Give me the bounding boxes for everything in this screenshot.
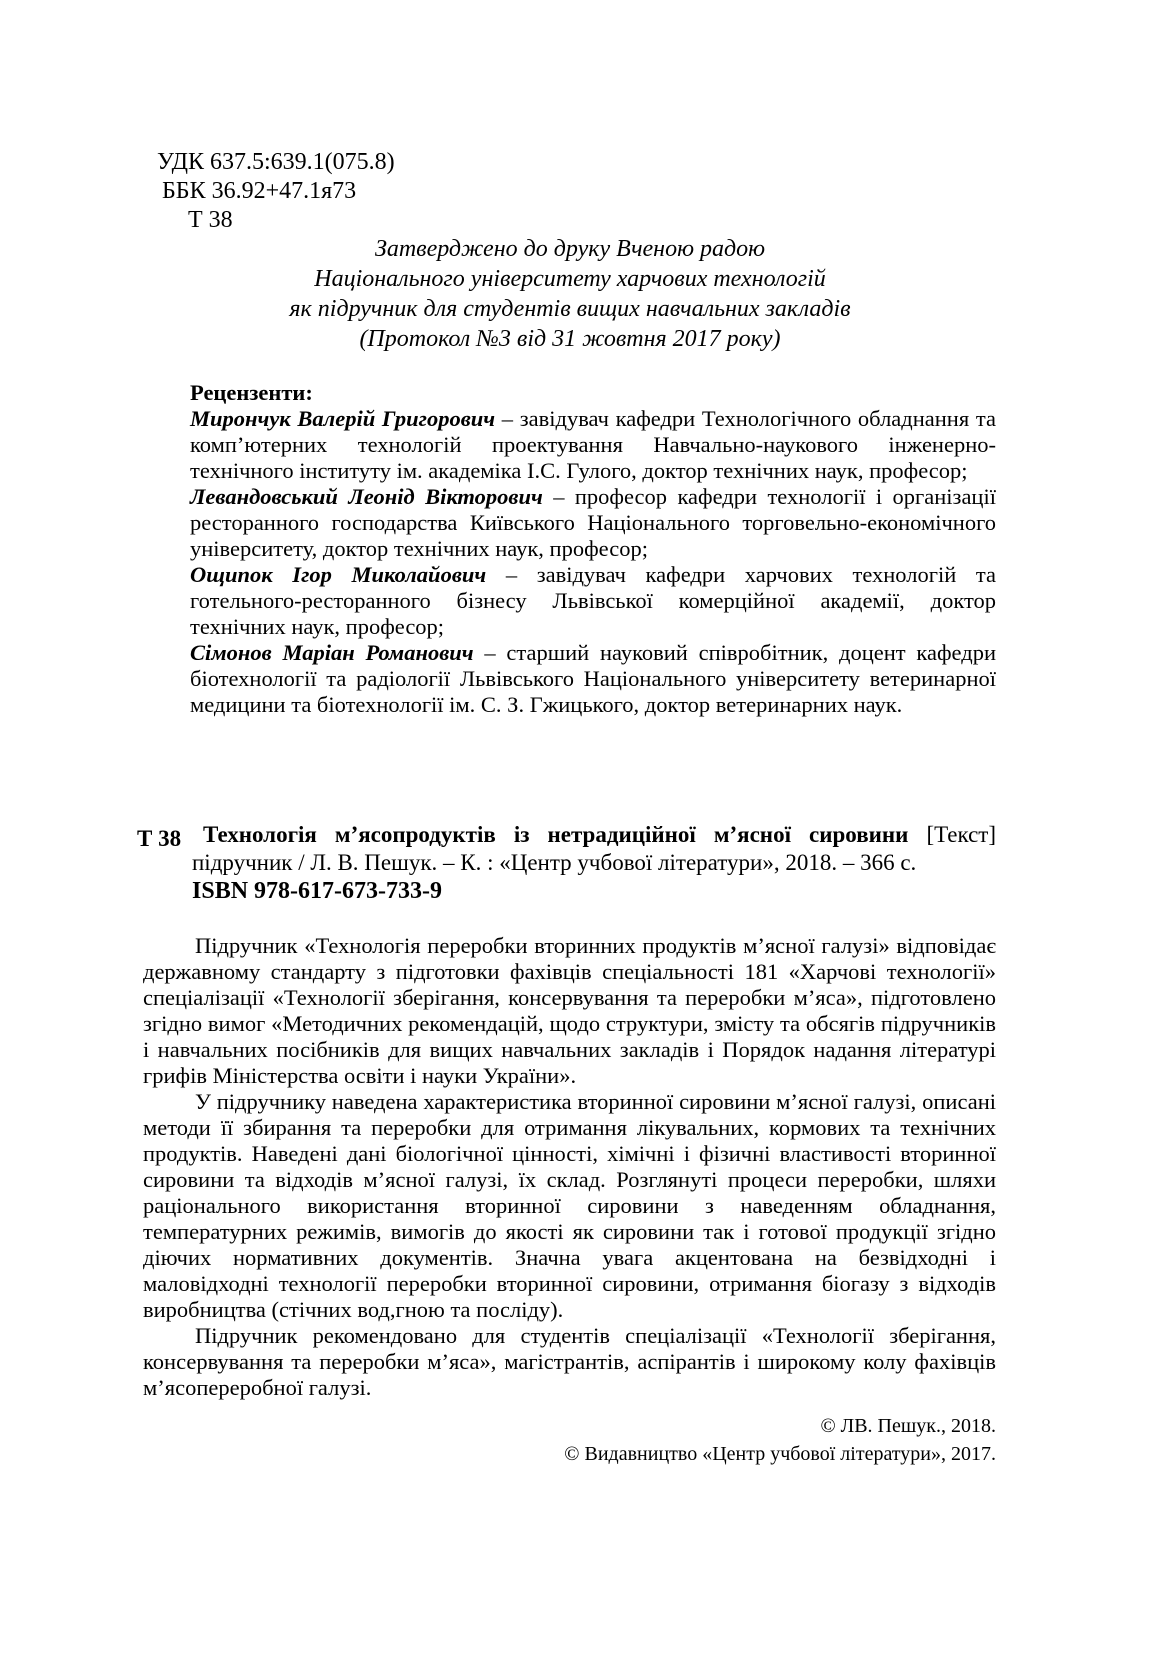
annotation-paragraph: У підручнику наведена характеристика вторинної сировини м’ясної галузі, описані методи її збирання та переробки для отримання лікувальних, кормових та технічних продуктів. Наведені дані біологічної цінності, хімічні і фізичні властивості вторинної сировини та відходів м’ясної галузі, їх склад. Розглянуті процеси переробки, шляхи раціонального використання вторинної сировини з наведенням обладнання, температурних режимів, вимогів до якості як сировини так і готової продукції згідно діючих нормативних документів. Значна увага акцентована на безвідходні і маловідходні технології переробки вторинної сировини, отримання біогазу з відходів виробництва (стічних вод,гною та посліду). [143, 1089, 996, 1322]
approval-line: (Протокол №3 від 31 жовтня 2017 року) [359, 326, 781, 352]
book-title: Технологія м’ясопродуктів із нетрадиційної м’ясної сировини [203, 822, 909, 847]
author-sign-code: Т 38 [188, 207, 233, 233]
annotation-section [143, 933, 996, 1401]
reviewer-name: Сімонов Маріан Романович [190, 640, 474, 665]
reviewer-name: Левандовський Леонід Вікторович [190, 484, 543, 509]
reviewer-entry [190, 640, 996, 718]
catalog-entry [192, 821, 996, 877]
reviewers-heading: Рецензенти: [190, 380, 313, 405]
reviewer-description: – завідувач кафедри харчових технологій та готельного-ресторанного бізнесу Львівської комерційної академії, доктор технічних наук, професор; [190, 562, 996, 639]
reviewer-entry [190, 406, 996, 484]
classification-codes [157, 148, 395, 235]
udk-code: УДК 637.5:639.1(075.8) [157, 149, 395, 175]
reviewer-name: Мирончук Валерій Григорович [190, 406, 496, 431]
bbk-code: ББК 36.92+47.1я73 [162, 178, 357, 204]
approval-statement [100, 234, 1040, 354]
reviewer-description: – завідувач кафедри Технологічного обладнання та комп’ютерних технологій проектування Навчально-наукового інженерно-технічного інституту ім. академіка І.С. Гулого, доктор технічних наук, професор; [190, 406, 996, 483]
annotation-paragraph: Підручник рекомендовано для студентів спеціалізації «Технології зберігання, консервування та переробки м’яса», магістрантів, аспірантів і широкому колу фахівців м’ясопереробної галузі. [143, 1323, 996, 1400]
reviewer-entry [190, 562, 996, 640]
reviewer-description: – професор кафедри технології і організації ресторанного господарства Київського Національного торговельно-економічного університету, доктор технічних наук, професор; [190, 484, 996, 561]
reviewers-section [190, 380, 996, 718]
copyright-section [0, 1412, 996, 1468]
catalog-entry-details: [Текст] підручник / Л. В. Пешук. – К. : «Центр учбової літератури», 2018. – 366 с. [192, 822, 996, 875]
approval-line: Національного університету харчових технологій [314, 266, 826, 292]
reviewer-name: Ощипок Ігор Миколайович [190, 562, 487, 587]
catalog-author-sign: Т 38 [137, 826, 182, 851]
annotation-paragraph: Підручник «Технологія переробки вторинних продуктів м’ясної галузі» відповідає державному стандарту з підготовки фахівців спеціальності 181 «Харчові технології» спеціалізації «Технології зберігання, консервування та переробки м’яса», підготовлено згідно вимог «Методичних рекомендацій, щодо структури, змісту та обсягів підручників і навчальних посібників для вищих навчальних закладів і Порядок надання літературі грифів Міністерства освіти і науки України». [143, 933, 996, 1088]
copyright-author-line: © ЛВ. Пешук., 2018. [820, 1415, 996, 1437]
isbn: ISBN 978-617-673-733-9 [192, 878, 442, 904]
reviewer-description: – старший науковий співробітник, доцент кафедри біотехнології та радіології Львівського Національного університету ветеринарної медицини та біотехнології ім. С. З. Гжицького, доктор ветеринарних наук. [190, 640, 996, 717]
copyright-publisher-line: © Видавництво «Центр учбової літератури», 2017. [564, 1443, 996, 1465]
approval-line: як підручник для студентів вищих навчальних закладів [289, 296, 851, 322]
reviewer-entry [190, 484, 996, 562]
approval-line: Затверджено до друку Вченою радою [374, 236, 766, 262]
